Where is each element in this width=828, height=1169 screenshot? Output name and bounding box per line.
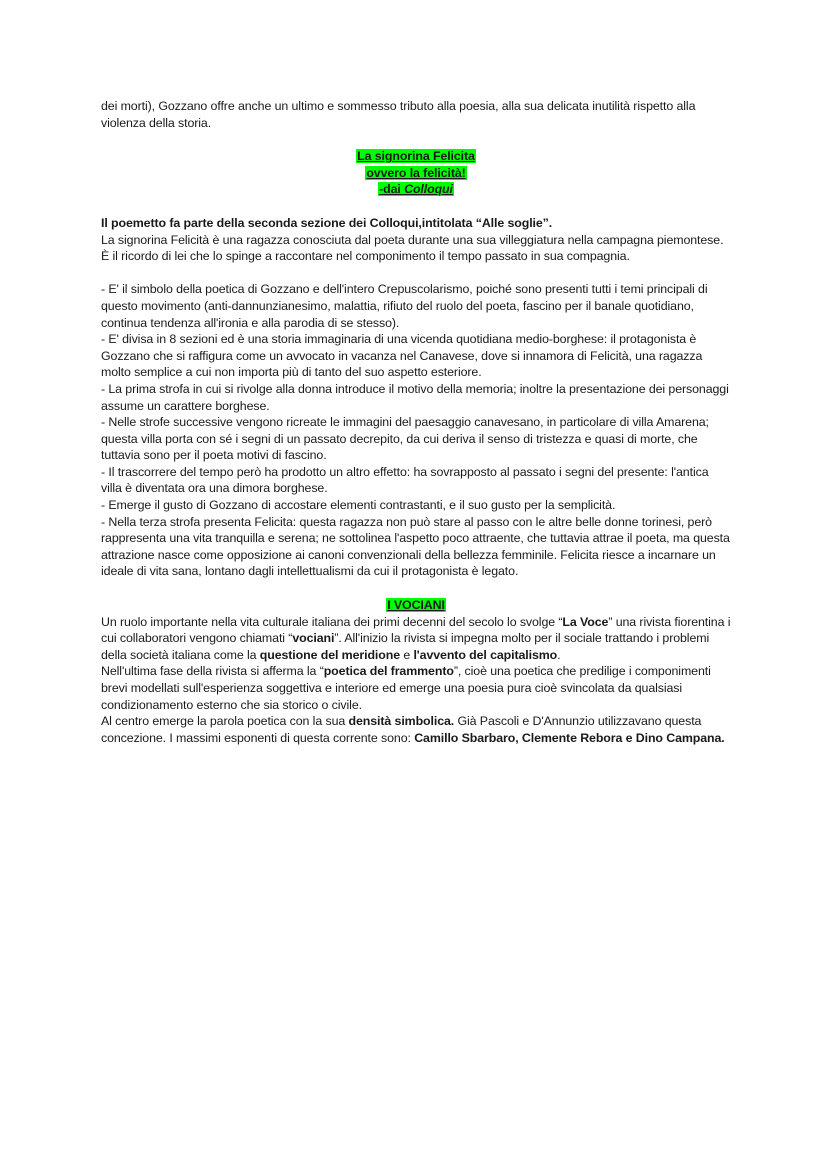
felicita-title-line-3	[378, 182, 454, 196]
felicita-bullet: - E' divisa in 8 sezioni ed è una storia immaginaria di una vicenda quotidiana medio-borghese: il protagonista è Gozzano che si raffigura come un avvocato in vacanza nel Canavese, dove si innamora di Felicità, una ragazza molto semplice a cui non importa più di tanto del suo aspetto esteriore.	[101, 332, 703, 380]
bold-text: poetica del frammento	[323, 664, 454, 679]
intro-paragraph: dei morti), Gozzano offre anche un ultimo e sommesso tributo alla poesia, alla sua delicata inutilità rispetto alla violenza della storia.	[101, 99, 696, 130]
text: ”. All'inizio la rivista si impegna molto per il sociale trattando i problemi della società italiana come la	[101, 631, 710, 662]
felicita-lead-bold	[101, 215, 731, 232]
bold-text: vociani	[292, 631, 335, 646]
felicita-bullet: - Il trascorrere del tempo però ha prodotto un altro effetto: ha sovrapposto al passato i segni del presente: l'antica villa è diventata ora una dimora borghese.	[101, 464, 709, 496]
felicita-bullet: - E' il simbolo della poetica di Gozzano e dell'intero Crepuscolarismo, poiché sono presenti tutti i temi principali di questo movimento (anti-dannunzianesimo, malattia, rifiuto del ruolo del poeta, fascino per il banale quotidiano, continua tendenza all'ironia e alla parodia di se stesso).	[101, 282, 708, 330]
felicita-title-line-1: La signorina Felicita	[357, 149, 475, 164]
text: .	[557, 647, 561, 662]
bold-text: densità simbolica.	[348, 714, 455, 729]
bold-text: l'avvento del capitalismo	[413, 647, 558, 662]
felicita-bullet: - Nella terza strofa presenta Felicita: questa ragazza non può stare al passo con le altre belle donne torinesi, però rappresenta una vita tranquilla e serena; ne sottolinea l'aspetto poco attraente, che tuttavia attrae il poeta, ma questa attrazione nasce come opposizione ai canoni convenzionali della bellezza femminile. Felicita riesce a incarnare un ideale di vita sana, lontano dagli intellettualismi da cui il protagonista è legato.	[101, 514, 730, 579]
bold-text: questione del meridione	[259, 647, 400, 662]
text: Un ruolo importante nella vita culturale italiana dei primi decenni del secolo lo svolge “	[101, 614, 563, 629]
text: Già Pascoli e D'Annunzio utilizzavano questa concezione. I massimi esponenti di questa corrente sono:	[101, 714, 702, 745]
vociani-paragraph-1	[101, 614, 731, 664]
felicita-bullet: - Nelle strofe successive vengono ricreate le immagini del paesaggio canavesano, in particolare di villa Amarena; questa villa porta con sé i segni di un passato decrepito, da cui deriva il senso di tristezza e quasi di morte, che tuttavia sono per il poeta motivi di fascino.	[101, 415, 709, 463]
felicita-title-prefix: -dai	[379, 182, 405, 197]
felicita-lead-text: La signorina Felicità è una ragazza conosciuta dal poeta durante una sua villeggiatura nella campagna piemontese. È il ricordo di lei che lo spinge a raccontare nel componimento il tempo passato in sua compagnia.	[101, 232, 724, 264]
felicita-title-line-2: ovvero la felicità!	[366, 165, 466, 180]
document-page	[101, 98, 731, 746]
text: ” una rivista fiorentina i cui collaboratori vengono chiamati “	[101, 614, 731, 646]
vociani-paragraph-2	[101, 663, 731, 713]
felicita-bullet: - Emerge il gusto di Gozzano di accostare elementi contrastanti, e il suo gusto per la semplicità.	[101, 498, 616, 513]
bold-text: Camillo Sbarbaro, Clemente Rebora e Dino Campana.	[414, 730, 725, 745]
felicita-title-block	[101, 148, 731, 198]
vociani-paragraph-3	[101, 713, 731, 746]
text: e	[399, 647, 414, 662]
vociani-title-block	[101, 597, 731, 614]
bold-text: La Voce	[562, 614, 609, 629]
felicita-title-italic: Colloqui	[404, 182, 453, 197]
text: ”, cioè una poetica che predilige i componimenti brevi modellati sull'esperienza soggettiva e interiore ed emerge una poesia pura cioè svincolata da qualsiasi condizionamento esterno che sia storico o civile.	[101, 664, 711, 712]
vociani-title: I VOCIANI	[387, 598, 445, 613]
text: Al centro emerge la parola poetica con la sua	[101, 714, 349, 729]
text: Nell'ultima fase della rivista si afferma la “	[101, 664, 324, 679]
spacer	[101, 265, 731, 282]
felicita-lead-bold-text: Il poemetto fa parte della seconda sezione dei Colloqui,intitolata “Alle soglie”.	[101, 215, 553, 230]
felicita-bullet: - La prima strofa in cui si rivolge alla donna introduce il motivo della memoria; inoltre la presentazione dei personaggi assume un carattere borghese.	[101, 381, 729, 413]
